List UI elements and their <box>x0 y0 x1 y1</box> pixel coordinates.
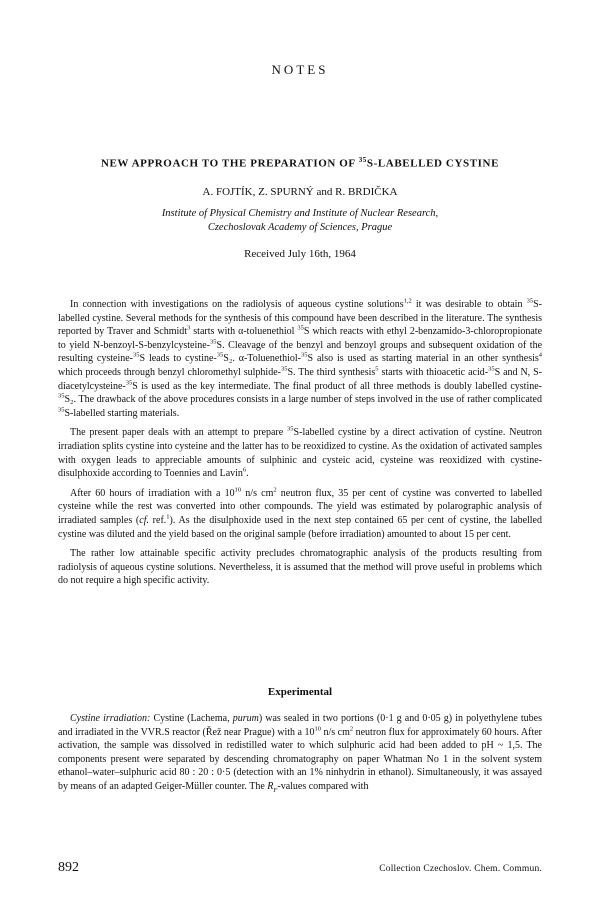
section-heading: NOTES <box>271 62 329 77</box>
article-title: NEW APPROACH TO THE PREPARATION OF $^{35}$S-LABELLED CYSTINE <box>100 156 500 170</box>
introduction <box>58 298 542 594</box>
paragraph-3: After 60 hours of irradiation with a $10^{10}$ n/s $cm^2$ neutron flux, 35 per cent of cystine was converted to labelled cysteine while the rest was converted into other compounds. The yield was estimated by polarographic analysis of irradiated samples (cf. ref.$^1$). As the disulphoxide used in the next step contained 65 per cent of cystine, the labelled cystine was diluted and the yield based on the original sample (before irradiation) amounted to about 15 per cent. <box>58 486 543 540</box>
authors: A. FOJTÍK, Z. SPURNÝ and R. BRDIČKA <box>202 186 398 198</box>
experimental-heading: Experimental <box>267 686 333 698</box>
paragraph-4: The rather low attainable specific activity precludes chromatographic analysis of the products resulting from radiolysis of aqueous cystine solutions. Nevertheless, it is assumed that the method will prove useful in problems which do not require a high specific activity. <box>58 548 542 587</box>
paragraph-2: The present paper deals with an attempt to prepare $^{35}$S-labelled cystine by a direct activation of cystine. Neutron irradiation splits cystine into cysteine and the latter has to be reoxidized to cystine. As the oxidation of activated samples with oxygen leads to appreciable amounts of sulphinic and cysteic acid, cysteine was reoxidized with cystine-disulphoxide according to Toennies and Lavin$^6$. <box>58 426 542 480</box>
page-number: 892 <box>58 860 79 875</box>
affiliation: Institute of Physical Chemistry and Institute of Nuclear Research, Czechoslovak Academy of Sciences, Prague <box>161 208 439 233</box>
experimental-section <box>58 712 542 804</box>
journal-name: Collection Czechoslov. Chem. Commun. <box>379 864 542 874</box>
received-date: Received July 16th, 1964 <box>244 248 356 260</box>
paragraph-experimental-1: Cystine irradiation: Cystine (Lachema, purum) was sealed in two portions (0·1 g and 0·05 g) in polyethylene tubes and irradiated in the VVR.S reactor (Řež near Prague) with a $10^{10}$ n/s $cm^2$ neutron flux for approximately 60 hours. After activation, the sample was dissolved in redistilled water to which sulphuric acid had been added to pH ~ 1,5. The components present were separated by descending chromatography on paper Whatman No 1 in the solvent system ethanol–water–sulphuric acid 80 : 20 : 0·5 (detection with an 1% ninhydrin in ethanol). Simultaneously, it was assayed by means of an adapted Geiger-Müller counter. The $R_F$-values compared with <box>58 713 542 794</box>
paragraph-1: In connection with investigations on the radiolysis of aqueous cystine solutions$^{1,2}$ it was desirable to obtain $^{35}$S-labelled cystine. Several methods for the synthesis of this compound have been described in the literature. The synthesis reported by Traver and Schmidt$^3$ starts with α-toluenethiol $^{35}$S which reacts with ethyl 2-benzamido-3-chloropropionate to yield N-benzoyl-S-benzylcysteine-$^{35}$S. Cleavage of the benzyl and benzoyl groups and subsequent oxidation of the resulting cysteine-$^{35}$S leads to cystine-$^{35}$S₂. α-Toluenethiol-$^{35}$S also is used as starting material in an other synthesis$^4$ which proceeds through benzyl chloromethyl sulphide-$^{35}$S. The third synthesis$^5$ starts with thioacetic acid-$^{35}$S and N, S-diacetylcysteine-$^{35}$S is used as the key intermediate. The final product of all three methods is doubly labelled cystine-$^{35}$S₂. The drawback of the above procedures consists in a large number of steps involved in the use of rather complicated $^{35}$S-labelled starting materials. <box>58 297 543 419</box>
